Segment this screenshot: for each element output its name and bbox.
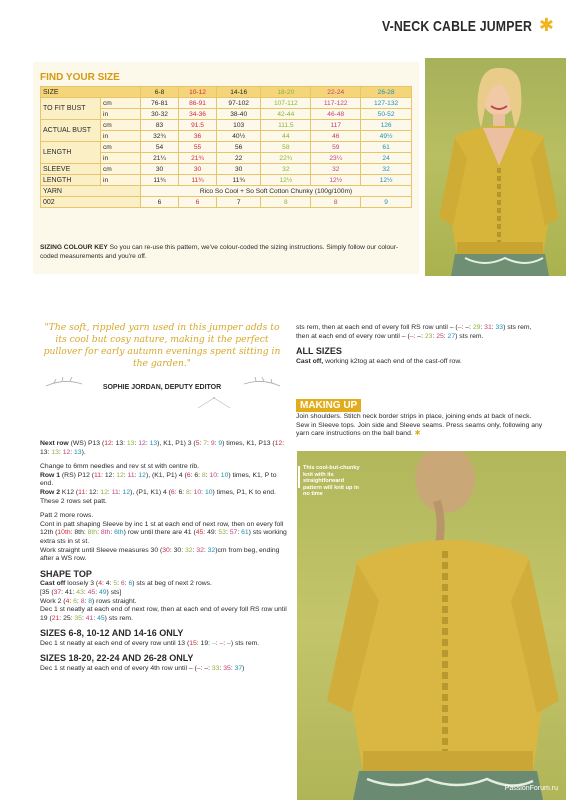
pattern-column-right xyxy=(296,324,546,372)
unit-cell: in xyxy=(101,153,141,164)
text: Dec 1 st neatly at each end of every 4th row until – ( xyxy=(40,665,197,673)
size-value: 32 xyxy=(207,546,216,554)
row-label: Cast off xyxy=(40,580,66,588)
table-cell: 9 xyxy=(361,197,412,208)
text: ) times, K1, P to end. xyxy=(40,471,277,488)
text: ) xyxy=(242,665,245,673)
size-value: 25 xyxy=(436,332,444,340)
size-value: 12 xyxy=(138,471,146,479)
table-cell: 36 xyxy=(179,131,217,142)
size-value: 37 xyxy=(234,665,243,673)
size-value: 13 xyxy=(40,448,48,456)
text: ) sts rem. xyxy=(230,639,260,647)
size-cell: 6-8 xyxy=(141,87,179,98)
table-cell: 46 xyxy=(311,131,361,142)
table-cell: 23¼ xyxy=(311,153,361,164)
unit-cell: cm xyxy=(101,98,141,109)
size-value: 12 xyxy=(104,440,112,447)
size-value: 12 xyxy=(138,440,146,447)
table-cell: 103 xyxy=(217,120,261,131)
size-value: – xyxy=(457,324,462,331)
quote-attribution: SOPHIE JORDAN, DEPUTY EDITOR xyxy=(102,384,222,391)
table-cell: 7 xyxy=(217,197,261,208)
table-cell: 107-112 xyxy=(261,98,311,109)
size-value: 6 xyxy=(170,488,175,496)
row-label: ACTUAL BUST xyxy=(41,120,101,142)
making-up-text xyxy=(296,413,546,445)
text: Dec 1 st neatly at each end of next row, then at each end of every foll RS row until 19 ( xyxy=(40,606,287,622)
table-cell: 83 xyxy=(141,120,179,131)
size-value: 8 xyxy=(88,597,93,605)
text: ) sts working extra sts in st st. xyxy=(40,529,287,545)
text: ) sts rem. xyxy=(455,332,484,340)
pattern-paragraph: [35 (37: 41: 43: 45: 49) sts] xyxy=(40,588,122,596)
size-value: 13 xyxy=(126,440,135,447)
size-value: 10th xyxy=(57,529,71,537)
table-cell: 11¾ xyxy=(217,175,261,186)
text: Work 2 ( xyxy=(40,597,66,605)
size-value: 31 xyxy=(484,324,492,331)
row-label: SLEEVE xyxy=(41,164,101,175)
text: sts rem, then at each end of every foll RS row until – ( xyxy=(296,324,458,331)
size-value: 41 xyxy=(64,588,73,596)
size-value: 13 xyxy=(74,448,82,456)
table-cell: 30 xyxy=(179,164,217,175)
table-cell: 38-40 xyxy=(217,109,261,120)
text: ) row until there are 41 ( xyxy=(123,529,196,537)
size-value: 13 xyxy=(51,448,59,456)
size-value: 9 xyxy=(210,440,215,447)
table-cell: 32¾ xyxy=(141,131,179,142)
pattern-paragraph: Work straight until Sleeve measures 30 (30: 30: 32: 32: 32)cm from beg, ending after a WS row. xyxy=(40,546,280,563)
table-cell: 127-132 xyxy=(361,98,412,109)
unit-cell: cm xyxy=(101,142,141,153)
row-label: 002 xyxy=(41,197,141,208)
size-value: 35 xyxy=(74,614,82,622)
table-cell: 32 xyxy=(311,164,361,175)
table-cell: 91.5 xyxy=(179,120,217,131)
row-label: YARN xyxy=(41,186,141,197)
pattern-paragraph: Cont in patt shaping Sleeve by inc 1 st at each end of next row, then on every foll 12th (10th: 8th: 8th: 8th: 6th) row until there are 41 (45: 49: 53: 57: 61) sts working extra sts in st st. xyxy=(40,520,287,545)
pattern-paragraph: Dec 1 st neatly at each end of next row, then at each end of every foll RS row until 19 (21: 25: 35: 41: 45) sts rem. xyxy=(40,606,287,622)
section-heading-sizes-large: SIZES 18-20, 22-24 AND 26-28 ONLY xyxy=(40,653,194,664)
table-cell: 8 xyxy=(261,197,311,208)
size-value: 37 xyxy=(53,588,62,596)
table-cell: 50-52 xyxy=(361,109,412,120)
table-cell: 61 xyxy=(361,142,412,153)
section-heading-making-up: MAKING UP xyxy=(296,399,361,412)
unit-cell: cm xyxy=(101,164,141,175)
row-label: LENGTH xyxy=(41,175,101,186)
size-value: 23 xyxy=(424,332,433,340)
pattern-paragraph: Patt 2 more rows. xyxy=(40,512,94,520)
pattern-paragraph: Change to 6mm needles and rev st st with centre rib. xyxy=(40,463,200,471)
size-cell: 14-16 xyxy=(217,87,261,98)
size-value: 43 xyxy=(76,588,84,596)
size-value: 12 xyxy=(116,471,124,479)
table-cell: 11¾ xyxy=(141,175,179,186)
table-cell: 86-91 xyxy=(179,98,217,109)
size-value: 21 xyxy=(51,614,60,622)
size-value: 11 xyxy=(127,471,135,479)
table-cell: 59 xyxy=(311,142,361,153)
text: ) sts rem, then at each end of every row until – ( xyxy=(296,324,532,340)
table-cell: 21¾ xyxy=(179,153,217,164)
table-cell: 44 xyxy=(261,131,311,142)
text: ). xyxy=(81,448,86,456)
key-body: So you can re-use this pattern, we've colour-coded the sizing instructions. Simply follow our colour-coded measurements and you're off. xyxy=(40,244,399,260)
table-row xyxy=(41,98,412,109)
table-cell: 24 xyxy=(361,153,412,164)
row-label: Next row xyxy=(40,440,69,447)
size-value: 8th xyxy=(74,529,84,537)
size-value: – xyxy=(204,665,209,673)
table-row xyxy=(41,142,412,153)
table-cell: 11¾ xyxy=(179,175,217,186)
unit-cell: in xyxy=(101,131,141,142)
pattern-paragraph xyxy=(296,413,546,439)
pattern-paragraph: Work 2 (4: 6: 8: 8) rows straight. xyxy=(40,597,137,605)
row-label: Row 1 xyxy=(40,471,61,479)
size-cell: 22-24 xyxy=(311,87,361,98)
size-cell: 26-28 xyxy=(361,87,412,98)
header-band xyxy=(0,0,566,50)
table-cell: 40½ xyxy=(217,131,261,142)
text: [35 ( xyxy=(40,588,54,596)
table-cell: 54 xyxy=(141,142,179,153)
size-value: 49 xyxy=(98,588,107,596)
size-value: – xyxy=(465,324,470,331)
size-value: 4 xyxy=(98,580,102,588)
size-value: 8th xyxy=(87,529,98,537)
caption-bar xyxy=(298,466,300,488)
text: ), (K1, P1) 4 ( xyxy=(145,471,187,479)
sizing-colour-key xyxy=(40,244,415,261)
size-value: – xyxy=(211,639,216,647)
table-row xyxy=(41,186,412,197)
size-value: 10 xyxy=(220,471,229,479)
size-value: 49 xyxy=(207,529,215,537)
table-cell: 21¼ xyxy=(141,153,179,164)
size-value: 35 xyxy=(223,665,231,673)
size-value: 33 xyxy=(211,665,220,673)
size-value: 27 xyxy=(447,332,456,340)
table-cell: 49½ xyxy=(361,131,412,142)
model-photo-back-illustration xyxy=(297,451,566,800)
row-label: LENGTH xyxy=(41,142,101,164)
size-value: 5 xyxy=(113,580,118,588)
size-value: 8 xyxy=(201,471,206,479)
table-cell: 30 xyxy=(217,164,261,175)
table-cell: 30-32 xyxy=(141,109,179,120)
size-value: 25 xyxy=(63,614,71,622)
size-cell: 10-12 xyxy=(179,87,217,98)
yarn-cell: Rico So Cool + So Soft Cotton Chunky (100g/100m) xyxy=(141,186,412,197)
table-cell: 12½ xyxy=(261,175,311,186)
size-value: 11 xyxy=(111,488,119,496)
model-photo-bottom xyxy=(297,451,566,800)
table-cell: 12½ xyxy=(361,175,412,186)
table-cell: 8 xyxy=(311,197,361,208)
photo-caption: This cool-but-chunky knit with its straightforward pattern will knit up in no time xyxy=(303,465,360,498)
table-cell: 117 xyxy=(311,120,361,131)
text: ) times, K1, P13 ( xyxy=(222,440,275,447)
text: working k2tog at each end of the cast-off row. xyxy=(323,357,462,365)
leaf-icon xyxy=(196,396,232,410)
table-cell: 126 xyxy=(361,120,412,131)
table-cell: 22¾ xyxy=(261,153,311,164)
pattern-paragraph: These 2 rows set patt. xyxy=(40,497,107,505)
size-value: 6 xyxy=(186,471,191,479)
pull-quote: "The soft, rippled yarn used in this jumper adds to its cool but cosy nature, making it the perfect pullover for early autumn evenings spent sitting in the garden." xyxy=(43,322,281,369)
size-value: 12 xyxy=(104,471,113,479)
size-value: 13 xyxy=(149,440,158,447)
table-row xyxy=(41,175,412,186)
size-value: 53 xyxy=(218,529,226,537)
size-value: 32 xyxy=(196,546,204,554)
size-value: 12 xyxy=(122,488,131,496)
size-value: 11 xyxy=(78,488,86,496)
size-label: SIZE xyxy=(41,87,141,98)
size-value: 6th xyxy=(114,529,124,537)
unit-cell: in xyxy=(101,109,141,120)
size-value: – xyxy=(417,332,422,340)
text: ) times, P1, K to end. xyxy=(212,488,276,496)
size-value: 45 xyxy=(97,614,105,622)
size-value: 57 xyxy=(229,529,238,537)
text: Join shoulders. Stitch neck border strips in place, joining ends at back of neck. Sew in Sleeve tops. Join side and Sleeve seams. Press seams only, following any yarn care instructions on the ball band. xyxy=(296,413,543,438)
table-row xyxy=(41,197,412,208)
text: K12 ( xyxy=(60,488,79,496)
size-value: 30 xyxy=(162,546,170,554)
size-value: – xyxy=(227,639,231,647)
sizing-table xyxy=(40,86,412,208)
text: (RS) P12 ( xyxy=(60,471,95,479)
section-heading-all-sizes: ALL SIZES xyxy=(296,346,342,357)
text: )cm from beg, ending after a WS row. xyxy=(40,546,280,563)
end-dot-icon: ✱ xyxy=(414,430,421,438)
table-cell: 22 xyxy=(217,153,261,164)
size-value: 10 xyxy=(193,488,202,496)
table-cell: 32 xyxy=(261,164,311,175)
size-value: 10 xyxy=(204,488,213,496)
table-cell: 46-48 xyxy=(311,109,361,120)
unit-cell: cm xyxy=(101,120,141,131)
table-row xyxy=(41,87,412,98)
size-value: 32 xyxy=(184,546,193,554)
table-cell: 6 xyxy=(179,197,217,208)
size-value: 8 xyxy=(80,597,85,605)
text: ), (P1, K1) 4 ( xyxy=(130,488,171,496)
size-value: 9 xyxy=(218,440,223,447)
table-cell: 97-102 xyxy=(217,98,261,109)
table-cell: 56 xyxy=(217,142,261,153)
table-cell: 30 xyxy=(141,164,179,175)
section-heading-shape-top: SHAPE TOP xyxy=(40,568,92,579)
key-label: SIZING COLOUR KEY xyxy=(40,244,108,251)
size-value: 41 xyxy=(85,614,94,622)
pattern-paragraph: Row 2 K12 (11: 12: 12: 11: 12), (P1, K1) 4 (6: 6: 8: 10: 10) times, P1, K to end. xyxy=(40,488,276,496)
size-value: – xyxy=(196,665,201,673)
size-value: 29 xyxy=(472,324,481,331)
size-value: 12 xyxy=(89,488,97,496)
text: Dec 1 st neatly at each end of every row until 13 ( xyxy=(40,639,190,647)
size-value: – xyxy=(409,332,414,340)
text: ) sts rem. xyxy=(104,614,133,622)
pattern-paragraph: Dec 1 st neatly at each end of every row until 13 (15: 19: –: –: –) sts rem. xyxy=(40,639,260,647)
text: ) rows straight. xyxy=(92,597,137,605)
table-row xyxy=(41,120,412,131)
size-cell: 18-20 xyxy=(261,87,311,98)
size-value: 6 xyxy=(194,471,199,479)
text: (WS) P13 ( xyxy=(68,440,105,447)
unit-cell: in xyxy=(101,175,141,186)
size-value: 6 xyxy=(73,597,77,605)
table-cell: 111.5 xyxy=(261,120,311,131)
section-heading-sizes-small: SIZES 6-8, 10-12 AND 14-16 ONLY xyxy=(40,628,184,639)
star-icon: ✱ xyxy=(538,15,554,35)
pattern-paragraph: Row 1 (RS) P12 (11: 12: 12: 11: 12), (K1, P1) 4 (6: 6: 8: 10: 10) times, K1, P to end. xyxy=(40,471,277,488)
text: loosely 3 ( xyxy=(65,580,99,588)
size-value: 61 xyxy=(241,529,249,537)
table-cell: 12½ xyxy=(311,175,361,186)
row-label: Cast off, xyxy=(296,357,324,365)
size-value: 12 xyxy=(100,488,108,496)
text: Work straight until Sleeve measures 30 ( xyxy=(40,546,163,554)
page-title: V-NECK CABLE JUMPER xyxy=(381,18,532,35)
text: ), K1, P1) 3 ( xyxy=(157,440,196,447)
size-value: 11 xyxy=(94,471,102,479)
pattern-paragraph: sts rem, then at each end of every foll RS row until – (–: –: 29: 31: 33) sts rem, then at each end of every row until – (–: –: 23: 25: 27) sts rem. xyxy=(296,324,532,340)
size-value: 8th xyxy=(100,529,111,537)
table-cell: 34-36 xyxy=(179,109,217,120)
table-cell: 6 xyxy=(141,197,179,208)
size-value: 4 xyxy=(105,580,110,588)
size-value: 12 xyxy=(62,448,71,456)
text: Cont in patt shaping Sleeve by inc 1 st at each end of next row, then on every foll 12th ( xyxy=(40,520,284,537)
size-value: 6 xyxy=(128,580,133,588)
table-cell: 55 xyxy=(179,142,217,153)
row-label: Row 2 xyxy=(40,488,61,496)
model-photo-illustration xyxy=(425,58,566,276)
pattern-paragraph: Cast off loosely 3 (4: 4: 5: 6: 6) sts at beg of next 2 rows. xyxy=(40,580,212,588)
table-row xyxy=(41,164,412,175)
size-value: 13 xyxy=(115,440,124,447)
pattern-paragraph xyxy=(296,358,546,367)
size-value: 5 xyxy=(195,440,200,447)
size-value: 7 xyxy=(203,440,208,447)
size-value: 6 xyxy=(178,488,183,496)
size-value: 15 xyxy=(189,639,197,647)
table-cell: 76-81 xyxy=(141,98,179,109)
table-cell: 42-44 xyxy=(261,109,311,120)
size-value: 30 xyxy=(173,546,182,554)
pattern-column-left xyxy=(40,440,290,680)
model-photo-top xyxy=(425,58,566,276)
size-value: 45 xyxy=(87,588,96,596)
size-value: 4 xyxy=(65,597,70,605)
row-label: TO FIT BUST xyxy=(41,98,101,120)
size-value: – xyxy=(219,639,224,647)
size-value: 12 xyxy=(274,440,283,447)
text: ) sts] xyxy=(106,588,122,596)
table-cell: 58 xyxy=(261,142,311,153)
size-value: 19 xyxy=(200,639,209,647)
sizing-heading: FIND YOUR SIZE xyxy=(40,72,120,83)
table-cell: 117-122 xyxy=(311,98,361,109)
table-cell: 32 xyxy=(361,164,412,175)
watermark: PassionForum.ru xyxy=(504,785,558,792)
size-value: 45 xyxy=(195,529,204,537)
pattern-paragraph: Next row (WS) P13 (12: 13: 13: 12: 13), K1, P1) 3 (5: 7: 9: 9) times, K1, P13 (12: 13: 13: 12: 13). xyxy=(40,440,285,456)
size-value: 33 xyxy=(495,324,504,331)
size-value: 10 xyxy=(209,471,218,479)
size-value: 8 xyxy=(186,488,190,496)
pattern-paragraph: Dec 1 st neatly at each end of every 4th row until – (–: –: 33: 35: 37) xyxy=(40,665,245,673)
text: ) sts at beg of next 2 rows. xyxy=(132,580,212,588)
size-value: 6 xyxy=(120,580,125,588)
